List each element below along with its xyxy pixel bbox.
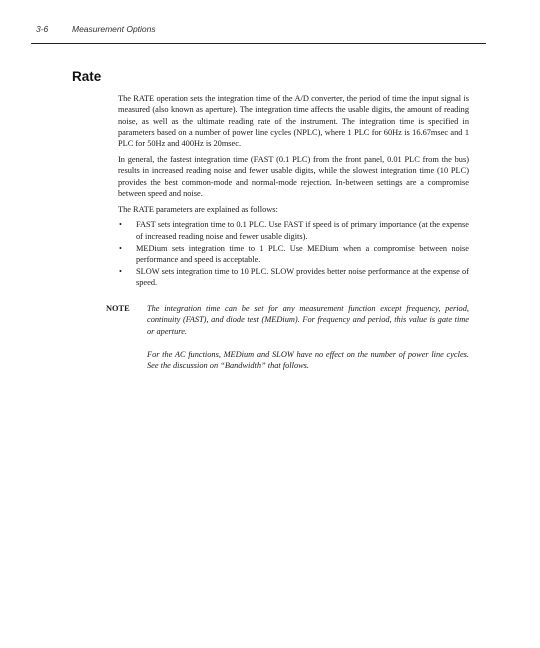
header-rule bbox=[31, 43, 486, 44]
list-item bbox=[118, 266, 469, 289]
list-item-text: SLOW sets integration time to 10 PLC. SLOW provides better noise performance at the expense of speed. bbox=[136, 266, 469, 287]
list-item bbox=[118, 243, 469, 266]
bullet-icon: • bbox=[119, 243, 122, 253]
bullet-icon: • bbox=[119, 266, 122, 276]
page-number: 3-6 bbox=[36, 24, 49, 34]
running-header bbox=[36, 24, 156, 34]
paragraph: The RATE operation sets the integration time of the A/D converter, the period of time the input signal is measured (also known as aperture). The integration time affects the usable digits, the amount of reading noise, as well as the ultimate reading rate of the instrument. The integration time is specified in parameters based on a number of power line cycles (NPLC), where 1 PLC for 60Hz is 16.67msec and 1 PLC for 50Hz and 400Hz is 20msec. bbox=[118, 94, 469, 149]
note-text bbox=[147, 303, 469, 371]
paragraph: In general, the fastest integration time (FAST (0.1 PLC) from the front panel, 0.01 PLC from the bus) results in increased reading noise and fewer usable digits, while the slowest integration time (10 PLC) provides the best common-mode and normal-mode rejection. In-between settings are a compromise between speed and noise. bbox=[118, 154, 469, 198]
list-item-text: MEDium sets integration time to 1 PLC. Use MEDium when a compromise between noise performance and speed is acceptable. bbox=[136, 243, 469, 264]
bullet-icon: • bbox=[119, 220, 122, 230]
body-text bbox=[118, 93, 469, 289]
rate-parameter-list bbox=[118, 219, 469, 288]
page-title: Rate bbox=[72, 69, 102, 84]
note-paragraph: For the AC functions, MEDium and SLOW have no effect on the number of power line cycles. See the discussion on “Bandwidth” that follows. bbox=[147, 349, 469, 371]
list-item bbox=[118, 219, 469, 242]
note-paragraph: The integration time can be set for any measurement function except frequency, period, continuity (FAST), and diode test (MEDium). For frequency and period, this value is gate time or aperture. bbox=[147, 304, 469, 336]
section-title: Measurement Options bbox=[72, 24, 156, 34]
list-item-text: FAST sets integration time to 0.1 PLC. Use FAST if speed is of primary importance (at the expense of increased reading noise and fewer usable digits). bbox=[136, 220, 469, 241]
note-block bbox=[106, 303, 469, 383]
note-label: NOTE bbox=[106, 304, 130, 313]
paragraph: The RATE parameters are explained as follows: bbox=[118, 204, 278, 214]
